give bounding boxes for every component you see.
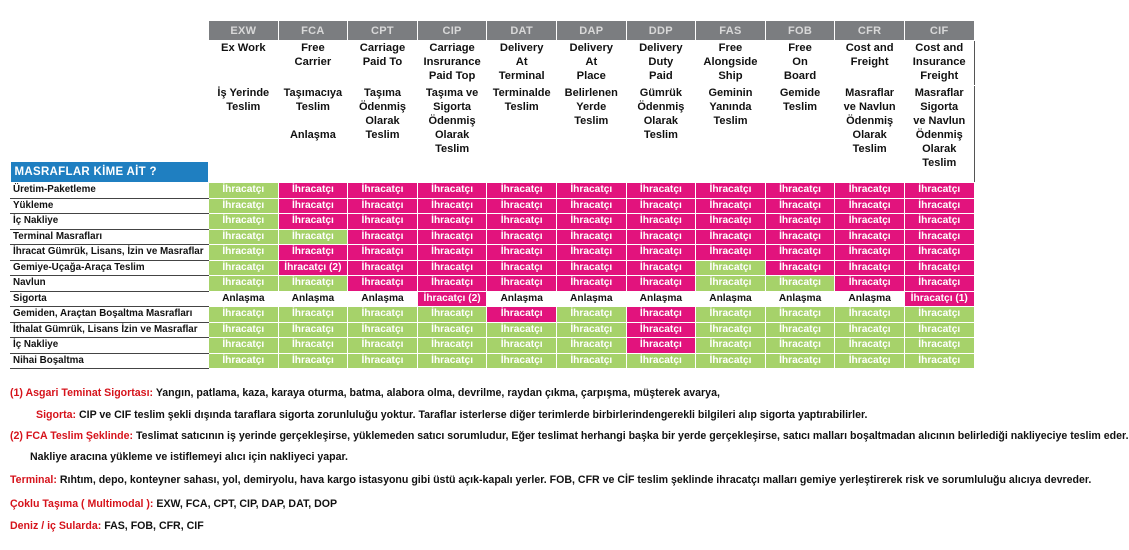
cost-cell: İhracatçı <box>556 183 626 199</box>
cost-cell: İhracatçı <box>626 198 696 214</box>
line: Gümrük <box>639 87 682 99</box>
cost-row <box>11 229 975 245</box>
cost-cell: İhracatçı <box>765 322 835 338</box>
cost-cell: İhracatçı <box>904 198 974 214</box>
cost-cell: İhracatçı <box>696 307 766 323</box>
line: Taşımacıya <box>283 87 343 99</box>
cost-cell: İhracatçı <box>556 276 626 292</box>
cost-cell: İhracatçı <box>765 245 835 261</box>
footnote-key: Terminal: <box>10 474 57 486</box>
cost-cell: İhracatçı <box>209 245 279 261</box>
line: Carrier <box>294 56 332 68</box>
line: Paid To <box>362 56 403 68</box>
cost-cell: İhracatçı <box>696 245 766 261</box>
line: Terminal <box>498 70 545 82</box>
line: Free <box>301 42 325 54</box>
cost-row <box>11 307 975 323</box>
line: Masraflar <box>845 87 895 99</box>
cost-cell: İhracatçı <box>765 307 835 323</box>
cost-cell: İhracatçı <box>278 229 348 245</box>
line: Ödenmiş <box>637 101 685 113</box>
line: At <box>585 56 598 68</box>
cost-cell: İhracatçı <box>556 245 626 261</box>
cost-row <box>11 183 975 199</box>
cost-cell: İhracatçı <box>626 183 696 199</box>
cost-cell: İhracatçı <box>904 307 974 323</box>
cost-cell: İhracatçı <box>626 214 696 230</box>
cost-cell: İhracatçı <box>348 198 418 214</box>
cost-cell: İhracatçı <box>835 338 905 354</box>
cost-cell: İhracatçı <box>835 322 905 338</box>
cost-cell: İhracatçı <box>417 276 487 292</box>
footnote-key: Sigorta: <box>36 409 77 421</box>
line: Delivery <box>569 42 614 54</box>
cost-cell: İhracatçı <box>765 198 835 214</box>
line: Teslim <box>226 101 261 113</box>
term-code-ddp: DDP <box>626 21 696 41</box>
line: Teslim <box>295 101 330 113</box>
cost-cell: İhracatçı <box>417 307 487 323</box>
cost-row-label: İç Nakliye <box>11 338 209 354</box>
cost-cell: İhracatçı <box>696 183 766 199</box>
term-name-fob <box>765 41 835 86</box>
line: Olarak <box>922 143 957 155</box>
term-code-exw: EXW <box>209 21 279 41</box>
cost-cell: İhracatçı <box>487 322 557 338</box>
cost-row <box>11 260 975 276</box>
table-title: MASRAFLAR KİME AİT ? <box>11 162 209 182</box>
line: Delivery <box>499 42 544 54</box>
footnote-key: Deniz / iç Sularda: <box>10 520 102 532</box>
cost-cell: İhracatçı <box>348 260 418 276</box>
line: Paid <box>649 70 673 82</box>
cost-cell: İhracatçı <box>904 229 974 245</box>
cost-cell: İhracatçı <box>556 322 626 338</box>
term-code-row <box>11 21 975 41</box>
line: Olarak <box>365 115 400 127</box>
line: Duty <box>648 56 674 68</box>
cost-row-label: Yükleme <box>11 198 209 214</box>
cost-cell: İhracatçı <box>417 229 487 245</box>
cost-cell: İhracatçı <box>835 229 905 245</box>
cost-cell: İhracatçı <box>626 229 696 245</box>
cost-cell: İhracatçı <box>278 214 348 230</box>
line: Teslim <box>504 101 539 113</box>
cost-cell: İhracatçı <box>487 245 557 261</box>
term-turkish-cfr <box>835 86 905 183</box>
line: Gemide <box>779 87 821 99</box>
title-cell <box>11 86 209 183</box>
term-turkish-ddp <box>626 86 696 183</box>
line: Geminin <box>708 87 753 99</box>
cost-cell: İhracatçı <box>696 214 766 230</box>
cost-cell: İhracatçı <box>487 353 557 369</box>
cost-cell: İhracatçı <box>417 338 487 354</box>
term-code-cip: CIP <box>417 21 487 41</box>
cost-cell: İhracatçı <box>278 338 348 354</box>
line: Sigorta <box>920 101 959 113</box>
line: On <box>792 56 808 68</box>
line: Board <box>783 70 817 82</box>
cost-row <box>11 322 975 338</box>
cost-cell: İhracatçı <box>209 214 279 230</box>
line: Ship <box>718 70 743 82</box>
term-turkish-dap <box>556 86 626 183</box>
incoterms-table-container <box>10 20 975 369</box>
cost-cell: İhracatçı <box>209 198 279 214</box>
cost-cell: İhracatçı <box>904 214 974 230</box>
cost-cell: İhracatçı <box>904 322 974 338</box>
cost-cell: Anlaşma <box>278 291 348 307</box>
footnote <box>36 409 996 421</box>
cost-cell: İhracatçı <box>348 353 418 369</box>
term-name-cpt <box>348 41 418 86</box>
cost-cell: İhracatçı <box>417 245 487 261</box>
cost-cell: İhracatçı <box>556 338 626 354</box>
cost-row-label: Terminal Masrafları <box>11 229 209 245</box>
line: Sigorta <box>433 101 472 113</box>
line: İş Yerinde <box>217 87 270 99</box>
cost-cell: İhracatçı <box>209 322 279 338</box>
term-turkish-cip <box>417 86 487 183</box>
line: Carriage <box>359 42 406 54</box>
cost-cell: İhracatçı <box>696 276 766 292</box>
term-name-cip <box>417 41 487 86</box>
footnote-text: Rıhtım, depo, konteyner sahası, yol, demiryolu, hava kargo istasyonu gibi üstü açık-kapalı yerler. FOB, CFR ve CİF teslim şeklinde ihracatçı malları gemiye yerleştirerek risk ve sorumluluğu alıcıya devreder. <box>59 474 1092 486</box>
term-turkish-cif <box>904 86 974 183</box>
cost-cell: İhracatçı <box>904 276 974 292</box>
cost-cell: İhracatçı <box>696 353 766 369</box>
line: ve Navlun <box>843 101 896 113</box>
cost-cell: İhracatçı (1) <box>904 291 974 307</box>
cost-cell: İhracatçı <box>209 353 279 369</box>
line: ve Navlun <box>913 115 966 127</box>
cost-cell: İhracatçı <box>348 276 418 292</box>
cost-row-label: Gemiden, Araçtan Boşaltma Masrafları <box>11 307 209 323</box>
cost-cell: İhracatçı <box>626 338 696 354</box>
cost-cell: İhracatçı <box>835 183 905 199</box>
cost-cell: İhracatçı <box>487 307 557 323</box>
cost-cell: İhracatçı <box>765 214 835 230</box>
line: Delivery <box>639 42 683 54</box>
line: Ödenmiş <box>915 129 963 141</box>
term-turkish-exw <box>209 86 279 183</box>
term-name-fca <box>278 41 348 86</box>
line: Belirlenen <box>564 87 618 99</box>
cost-cell: Anlaşma <box>487 291 557 307</box>
cost-cell: İhracatçı <box>835 276 905 292</box>
term-turkish-dat <box>487 86 557 183</box>
incoterms-table <box>10 20 975 369</box>
term-name-cfr <box>835 41 905 86</box>
cost-cell: İhracatçı <box>487 260 557 276</box>
cost-row <box>11 198 975 214</box>
line: Cost and <box>845 42 894 54</box>
line: Teslim <box>783 101 818 113</box>
cost-cell: İhracatçı <box>556 214 626 230</box>
line: Insurance <box>912 56 966 68</box>
cost-cell: İhracatçı <box>556 198 626 214</box>
cost-cell: İhracatçı <box>904 353 974 369</box>
cost-cell: İhracatçı <box>556 229 626 245</box>
cost-cell: Anlaşma <box>765 291 835 307</box>
footnote <box>10 474 1092 486</box>
cost-cell: İhracatçı <box>556 353 626 369</box>
term-name-exw <box>209 41 279 86</box>
cost-cell: İhracatçı <box>835 307 905 323</box>
footnote-text: Teslimat satıcının iş yerinde gerçekleşirse, yüklemeden satıcı sorumludur, Eğer teslimat herhangi başka bir yerde gerçekleşirse, satıcı malları boşaltmadan alıcının belirlediği nakliyeciye teslim eder. <box>135 430 1129 442</box>
line: Anlaşma <box>289 129 336 141</box>
cost-cell: İhracatçı <box>487 338 557 354</box>
line: Alongside <box>703 56 758 68</box>
footnote-key: (2) FCA Teslim Şeklinde: <box>10 430 134 442</box>
cost-cell: İhracatçı <box>348 338 418 354</box>
line: Yerde <box>576 101 607 113</box>
cost-row <box>11 276 975 292</box>
term-code-fob: FOB <box>765 21 835 41</box>
cost-row-label: Navlun <box>11 276 209 292</box>
line: Free <box>788 42 812 54</box>
cost-cell: İhracatçı <box>348 245 418 261</box>
line: Teslim <box>643 129 678 141</box>
line: Teslim <box>713 115 748 127</box>
cost-cell: İhracatçı <box>209 260 279 276</box>
cost-row-label: İthalat Gümrük, Lisans İzin ve Masraflar <box>11 322 209 338</box>
cost-row <box>11 214 975 230</box>
line: Carriage <box>429 42 475 54</box>
cost-cell: Anlaşma <box>696 291 766 307</box>
line: Taşıma ve <box>425 87 479 99</box>
cost-cell: İhracatçı <box>696 229 766 245</box>
cost-cell: İhracatçı <box>765 260 835 276</box>
cost-cell: İhracatçı <box>348 322 418 338</box>
cost-cell: İhracatçı <box>278 353 348 369</box>
term-turkish-row <box>11 86 975 183</box>
cost-cell: İhracatçı <box>278 245 348 261</box>
cost-cell: İhracatçı <box>626 245 696 261</box>
cost-row-label: Nihai Boşaltma <box>11 353 209 369</box>
cost-cell: İhracatçı <box>487 276 557 292</box>
line: Olarak <box>852 129 887 141</box>
term-name-ddp <box>626 41 696 86</box>
term-turkish-fca <box>278 86 348 183</box>
footnote-text: EXW, FCA, CPT, CIP, DAP, DAT, DOP <box>156 498 338 510</box>
cost-row <box>11 291 975 307</box>
footnote-text: FAS, FOB, CFR, CIF <box>104 520 204 532</box>
cost-cell: İhracatçı <box>556 307 626 323</box>
cost-cell: İhracatçı <box>696 198 766 214</box>
cost-cell: İhracatçı <box>417 353 487 369</box>
cost-cell: İhracatçı <box>626 260 696 276</box>
term-code-fca: FCA <box>278 21 348 41</box>
cost-cell: İhracatçı <box>626 307 696 323</box>
cost-cell: İhracatçı <box>417 260 487 276</box>
term-turkish-fas <box>696 86 766 183</box>
cost-cell: İhracatçı <box>487 183 557 199</box>
footnote <box>10 520 970 532</box>
line: Ödenmiş <box>428 115 476 127</box>
cost-cell: İhracatçı (2) <box>417 291 487 307</box>
footnote-text: CIP ve CIF teslim şekli dışında taraflara sigorta zorunluluğu yoktur. Taraflar isterlerse diğer terimlerde birbirlerindengerekli bilgileri alıp sigorta yaptırabilirler. <box>78 409 868 421</box>
line: Teslim <box>435 143 470 155</box>
cost-cell: İhracatçı <box>348 214 418 230</box>
cost-cell: İhracatçı <box>835 353 905 369</box>
line: Insrurance <box>423 56 481 68</box>
line: At <box>515 56 528 68</box>
cost-cell: İhracatçı <box>835 260 905 276</box>
term-name-dat <box>487 41 557 86</box>
line: Terminalde <box>492 87 551 99</box>
cost-cell: İhracatçı <box>904 245 974 261</box>
line: Teslim <box>922 157 957 169</box>
line: Freight <box>850 56 889 68</box>
line: Paid Top <box>428 70 476 82</box>
cost-cell: İhracatçı <box>278 183 348 199</box>
term-name-cif <box>904 41 974 86</box>
footnote-text: Yangın, patlama, kaza, karaya oturma, batma, alabora olma, devrilme, raydan çıkma, çarpışma, müşterek avarya, <box>155 387 720 399</box>
cost-cell: İhracatçı <box>626 322 696 338</box>
cost-cell: İhracatçı <box>626 276 696 292</box>
cost-cell: Anlaşma <box>626 291 696 307</box>
line: Teslim <box>365 129 400 141</box>
cost-cell: İhracatçı <box>765 229 835 245</box>
line: Taşıma <box>363 87 402 99</box>
cost-cell: İhracatçı <box>209 276 279 292</box>
cost-cell: İhracatçı <box>487 198 557 214</box>
cost-cell: İhracatçı <box>835 198 905 214</box>
cost-cell: İhracatçı <box>348 307 418 323</box>
cost-cell: İhracatçı <box>209 183 279 199</box>
line: Ödenmiş <box>846 115 894 127</box>
cost-row-label: İhracat Gümrük, Lisans, İzin ve Masraflar <box>11 245 209 261</box>
footnote <box>10 498 970 510</box>
cost-cell: İhracatçı <box>765 353 835 369</box>
footnote <box>10 430 1129 442</box>
cost-cell: İhracatçı <box>278 276 348 292</box>
cost-cell: İhracatçı <box>209 307 279 323</box>
footnote <box>10 387 970 399</box>
cost-row <box>11 353 975 369</box>
cost-cell: İhracatçı <box>487 229 557 245</box>
header-blank <box>11 21 209 41</box>
cost-cell: İhracatçı <box>348 229 418 245</box>
term-name-row <box>11 41 975 86</box>
line: Ex Work <box>221 42 266 54</box>
term-code-cfr: CFR <box>835 21 905 41</box>
line: Olarak <box>434 129 470 141</box>
line: Teslim <box>852 143 887 155</box>
cost-cell: İhracatçı <box>209 229 279 245</box>
footnote-key: (1) Asgari Teminat Sigortası: <box>10 387 154 399</box>
line: Cost and <box>915 42 964 54</box>
cost-cell: Anlaşma <box>209 291 279 307</box>
cost-cell: İhracatçı <box>278 322 348 338</box>
cost-cell: İhracatçı <box>696 338 766 354</box>
cost-cell: İhracatçı <box>765 183 835 199</box>
cost-cell: İhracatçı <box>626 353 696 369</box>
footnote <box>30 451 990 463</box>
cost-cell: İhracatçı <box>209 338 279 354</box>
line: Free <box>718 42 743 54</box>
cost-cell: İhracatçı <box>417 183 487 199</box>
cost-row-label: Sigorta <box>11 291 209 307</box>
cost-cell: İhracatçı <box>417 214 487 230</box>
line: Yanında <box>709 101 752 113</box>
term-name-dap <box>556 41 626 86</box>
cost-cell: Anlaşma <box>835 291 905 307</box>
footnote-key: Çoklu Taşıma ( Multimodal ): <box>10 498 154 510</box>
cost-cell: İhracatçı <box>835 214 905 230</box>
term-turkish-cpt <box>348 86 418 183</box>
cost-cell: İhracatçı <box>904 338 974 354</box>
term-code-cpt: CPT <box>348 21 418 41</box>
cost-row-label: Üretim-Paketleme <box>11 183 209 199</box>
cost-row <box>11 245 975 261</box>
cost-row-label: İç Nakliye <box>11 214 209 230</box>
cost-cell: İhracatçı <box>835 245 905 261</box>
term-name-fas <box>696 41 766 86</box>
cost-cell: Anlaşma <box>348 291 418 307</box>
cost-cell: Anlaşma <box>556 291 626 307</box>
cost-cell: İhracatçı <box>556 260 626 276</box>
term-code-dap: DAP <box>556 21 626 41</box>
cost-cell: İhracatçı <box>417 322 487 338</box>
cost-cell: İhracatçı <box>278 198 348 214</box>
line: Freight <box>920 70 959 82</box>
header-blank <box>11 41 209 86</box>
cost-cell: İhracatçı <box>765 338 835 354</box>
cost-cell: İhracatçı <box>696 260 766 276</box>
cost-row-label: Gemiye-Uçağa-Araça Teslim <box>11 260 209 276</box>
cost-cell: İhracatçı <box>904 260 974 276</box>
cost-cell: İhracatçı (2) <box>278 260 348 276</box>
cost-cell: İhracatçı <box>278 307 348 323</box>
term-turkish-fob <box>765 86 835 183</box>
cost-cell: İhracatçı <box>696 322 766 338</box>
cost-cell: İhracatçı <box>765 276 835 292</box>
term-code-cif: CIF <box>904 21 974 41</box>
footnote-text: Nakliye aracına yükleme ve istiflemeyi alıcı için nakliyeci yapar. <box>30 451 349 463</box>
cost-cell: İhracatçı <box>417 198 487 214</box>
line: Olarak <box>643 115 678 127</box>
term-code-dat: DAT <box>487 21 557 41</box>
cost-cell: İhracatçı <box>904 183 974 199</box>
cost-cell: İhracatçı <box>487 214 557 230</box>
cost-row <box>11 338 975 354</box>
term-code-fas: FAS <box>696 21 766 41</box>
cost-cell: İhracatçı <box>348 183 418 199</box>
line: Place <box>576 70 606 82</box>
line: Teslim <box>574 115 609 127</box>
line: Masraflar <box>914 87 964 99</box>
line: Ödenmiş <box>358 101 407 113</box>
